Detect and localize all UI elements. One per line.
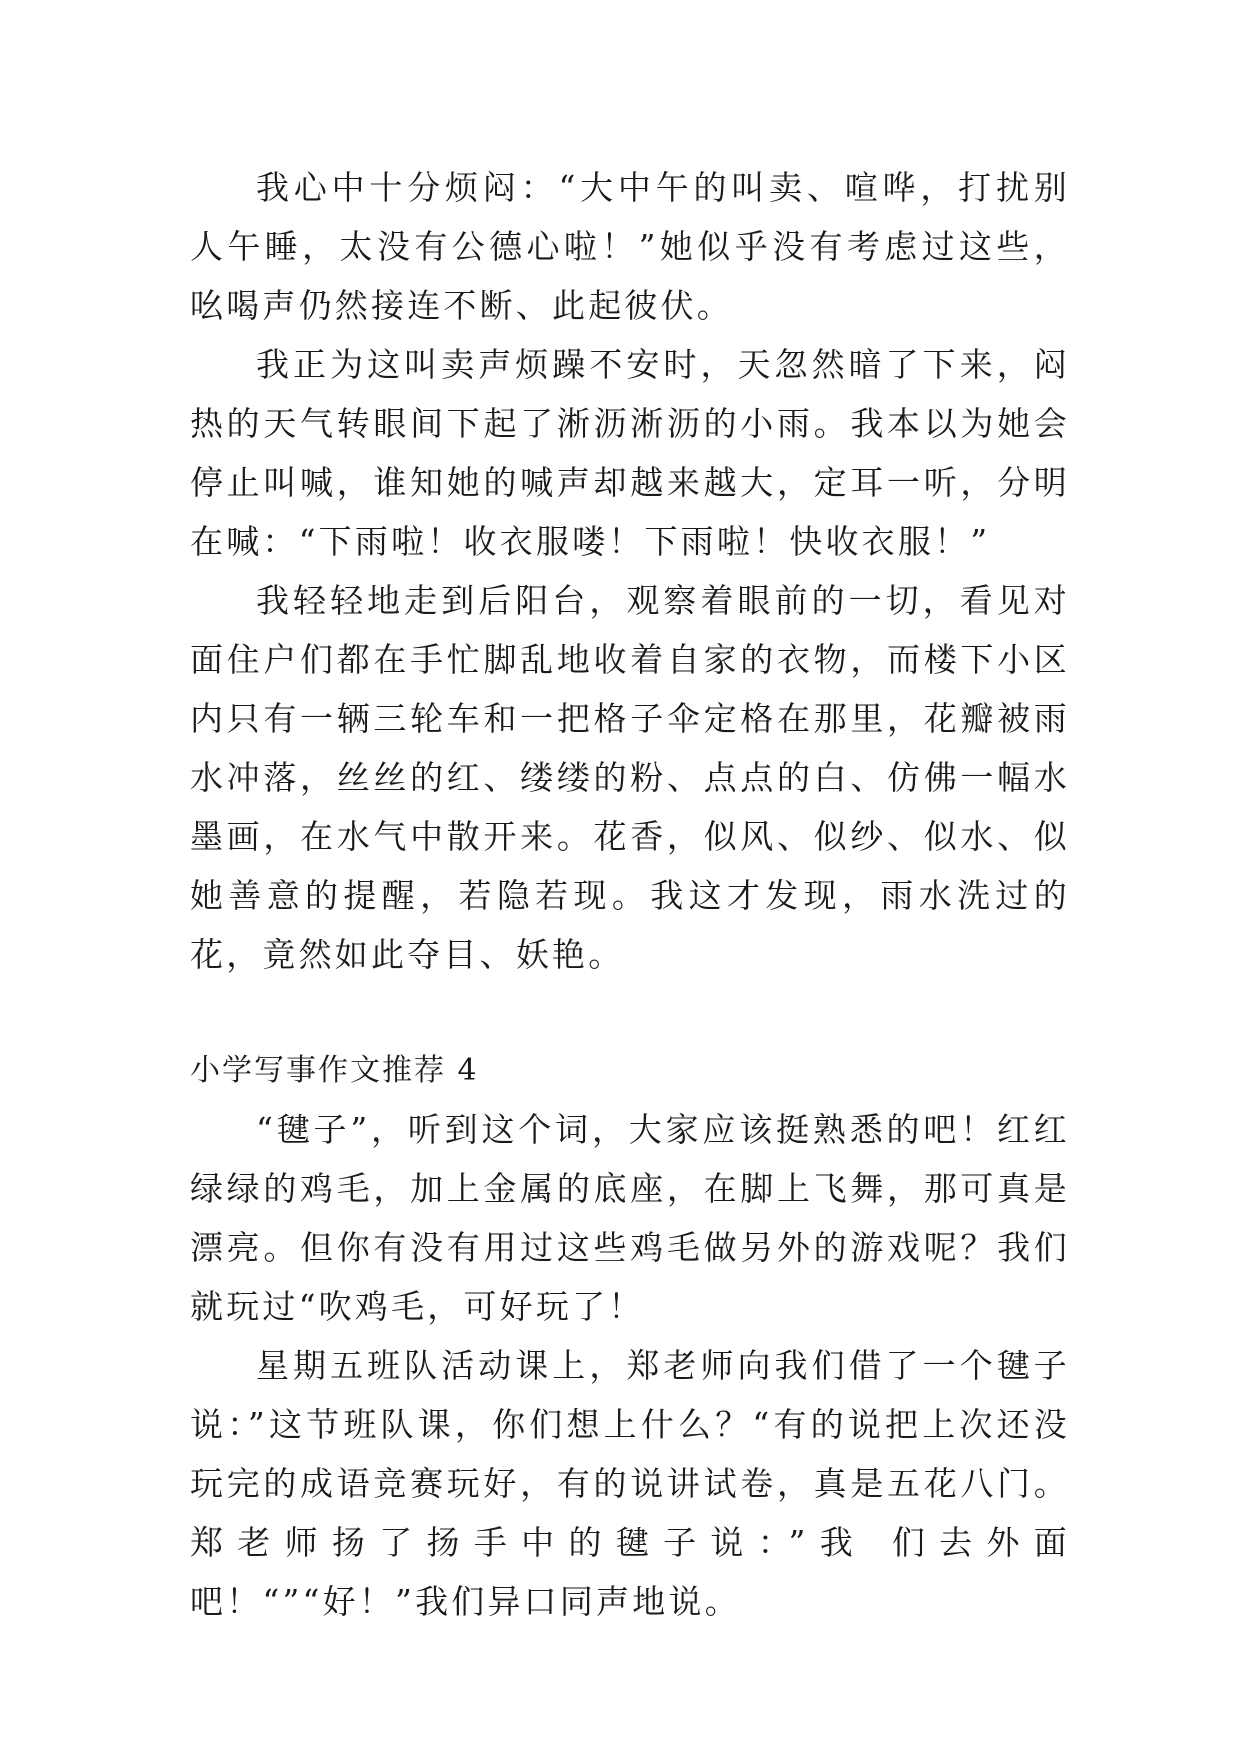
paragraph: “毽子”，听到这个词，大家应该挺熟悉的吧！红红绿绿的鸡毛，加上金属的底座，在脚上飞舞，那可真是漂亮。但你有没有用过这些鸡毛做另外的游戏呢？我们就玩过“吹鸡毛，可好玩了！	[190, 1110, 1070, 1326]
paragraph: 星期五班队活动课上，郑老师向我们借了一个毽子说：”这节班队课，你们想上什么？“有的说把上次还没玩完的成语竞赛玩好，有的说讲试卷，真是五花八门。郑老师扬了扬手中的毽子说：”我 们去外面吧！“”“好！”我们异口同声地说。	[190, 1346, 1070, 1621]
document-body	[190, 158, 1070, 1631]
paragraph: 我正为这叫卖声烦躁不安时，天忽然暗了下来，闷热的天气转眼间下起了淅沥淅沥的小雨。我本以为她会停止叫喊，谁知她的喊声却越来越大，定耳一听，分明在喊：“下雨啦！收衣服喽！下雨啦！快收衣服！”	[190, 345, 1070, 561]
section-heading: 小学写事作文推荐 4	[190, 1053, 479, 1088]
paragraph: 我心中十分烦闷：“大中午的叫卖、喧哗，打扰别人午睡，太没有公德心啦！”她似乎没有考虑过这些，吆喝声仍然接连不断、此起彼伏。	[190, 168, 1070, 325]
paragraph: 我轻轻地走到后阳台，观察着眼前的一切，看见对面住户们都在手忙脚乱地收着自家的衣物，而楼下小区内只有一辆三轮车和一把格子伞定格在那里，花瓣被雨水冲落，丝丝的红、缕缕的粉、点点的白、仿佛一幅水墨画，在水气中散开来。花香，似风、似纱、似水、似她善意的提醒，若隐若现。我这才发现，雨水洗过的花，竟然如此夺目、妖艳。	[190, 581, 1070, 974]
